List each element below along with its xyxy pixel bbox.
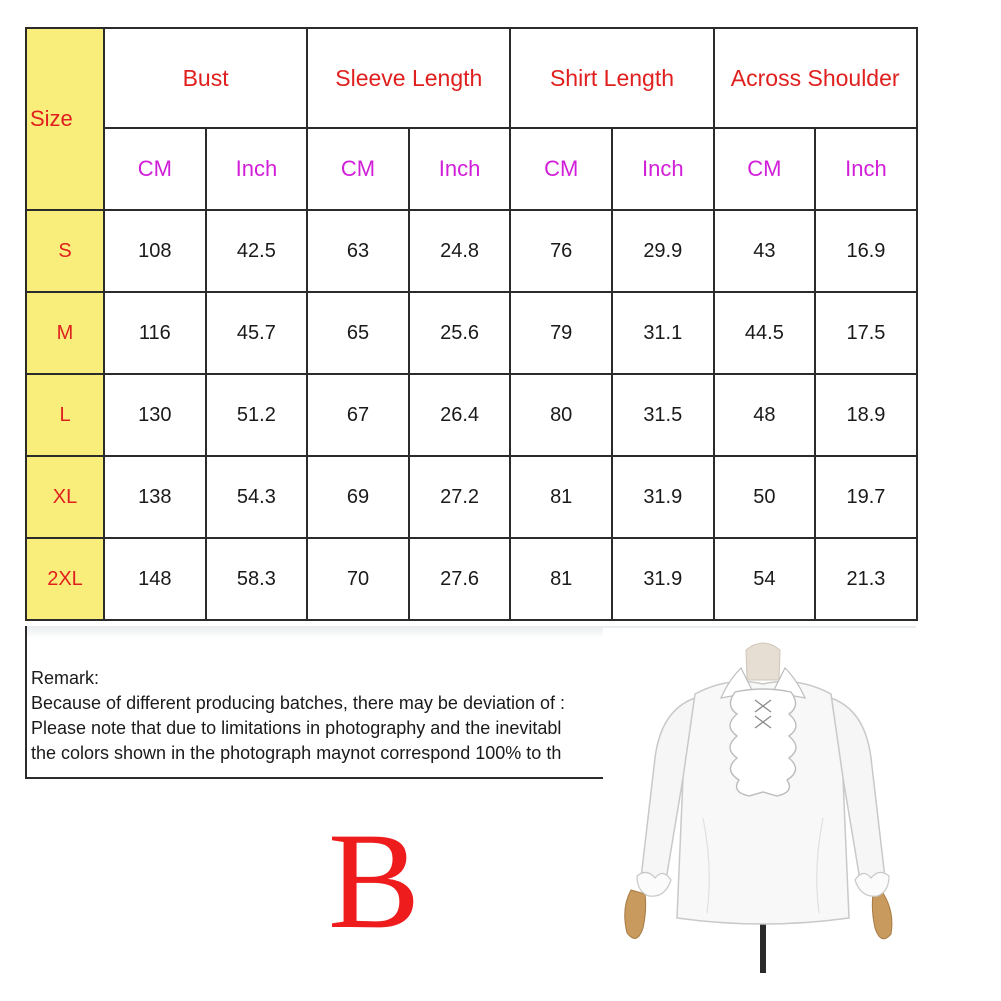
table-cell: 54.3	[206, 456, 308, 538]
table-cell: 16.9	[815, 210, 917, 292]
table-cell: 51.2	[206, 374, 308, 456]
table-cell: 27.2	[409, 456, 511, 538]
table-cell: 27.6	[409, 538, 511, 620]
table-cell: 65	[307, 292, 409, 374]
table-cell: 130	[104, 374, 206, 456]
table-cell: 19.7	[815, 456, 917, 538]
table-cell: 116	[104, 292, 206, 374]
size-label: 2XL	[26, 538, 104, 620]
unit-header: Inch	[206, 128, 308, 210]
remark-title: Remark:	[31, 668, 100, 688]
across-shoulder-header: Across Shoulder	[714, 28, 917, 128]
table-row	[26, 210, 917, 292]
size-label: M	[26, 292, 104, 374]
remark-line: the colors shown in the photograph maynot correspond 100% to th	[31, 743, 562, 763]
size-label: XL	[26, 456, 104, 538]
left-cuff-ruffle	[637, 872, 671, 896]
wooden-hand-left	[625, 890, 646, 938]
unit-header: CM	[510, 128, 612, 210]
table-cell: 50	[714, 456, 816, 538]
table-cell: 76	[510, 210, 612, 292]
front-ruffle	[730, 689, 796, 796]
table-cell: 45.7	[206, 292, 308, 374]
table-cell: 48	[714, 374, 816, 456]
unit-header: Inch	[612, 128, 714, 210]
size-label: S	[26, 210, 104, 292]
size-label: L	[26, 374, 104, 456]
table-cell: 79	[510, 292, 612, 374]
mannequin-neck	[746, 643, 780, 680]
shirt-length-header: Shirt Length	[510, 28, 713, 128]
table-row	[26, 538, 917, 620]
table-cell: 29.9	[612, 210, 714, 292]
table-cell: 25.6	[409, 292, 511, 374]
table-cell: 58.3	[206, 538, 308, 620]
table-cell: 70	[307, 538, 409, 620]
table-cell: 138	[104, 456, 206, 538]
table-cell: 21.3	[815, 538, 917, 620]
shirt-photo	[603, 628, 923, 973]
size-column-header: Size	[26, 28, 104, 210]
size-chart-table	[25, 27, 918, 621]
table-cell: 108	[104, 210, 206, 292]
variant-letter: B	[328, 804, 421, 957]
wooden-hand-right	[872, 890, 892, 939]
table-cell: 31.5	[612, 374, 714, 456]
table-cell: 18.9	[815, 374, 917, 456]
table-cell: 43	[714, 210, 816, 292]
table-cell: 81	[510, 538, 612, 620]
unit-header: CM	[104, 128, 206, 210]
right-cuff-ruffle	[855, 872, 889, 896]
remark-text	[31, 666, 565, 766]
remark-line: Because of different producing batches, there may be deviation of :	[31, 693, 566, 713]
table-row	[26, 292, 917, 374]
bust-header: Bust	[104, 28, 307, 128]
table-cell: 31.9	[612, 538, 714, 620]
table-cell: 24.8	[409, 210, 511, 292]
unit-header: CM	[714, 128, 816, 210]
ruffled-shirt-illustration	[603, 628, 923, 973]
table-cell: 67	[307, 374, 409, 456]
table-cell: 148	[104, 538, 206, 620]
table-cell: 26.4	[409, 374, 511, 456]
table-cell: 44.5	[714, 292, 816, 374]
remark-line: Please note that due to limitations in photography and the inevitabl	[31, 718, 562, 738]
mannequin-stand	[760, 918, 766, 973]
table-cell: 63	[307, 210, 409, 292]
unit-header: CM	[307, 128, 409, 210]
unit-header: Inch	[815, 128, 917, 210]
table-cell: 80	[510, 374, 612, 456]
table-cell: 81	[510, 456, 612, 538]
table-cell: 54	[714, 538, 816, 620]
sleeve-length-header: Sleeve Length	[307, 28, 510, 128]
table-cell: 17.5	[815, 292, 917, 374]
table-cell: 31.9	[612, 456, 714, 538]
table-cell: 42.5	[206, 210, 308, 292]
table-cell: 69	[307, 456, 409, 538]
unit-header: Inch	[409, 128, 511, 210]
table-row	[26, 374, 917, 456]
table-cell: 31.1	[612, 292, 714, 374]
table-row	[26, 456, 917, 538]
